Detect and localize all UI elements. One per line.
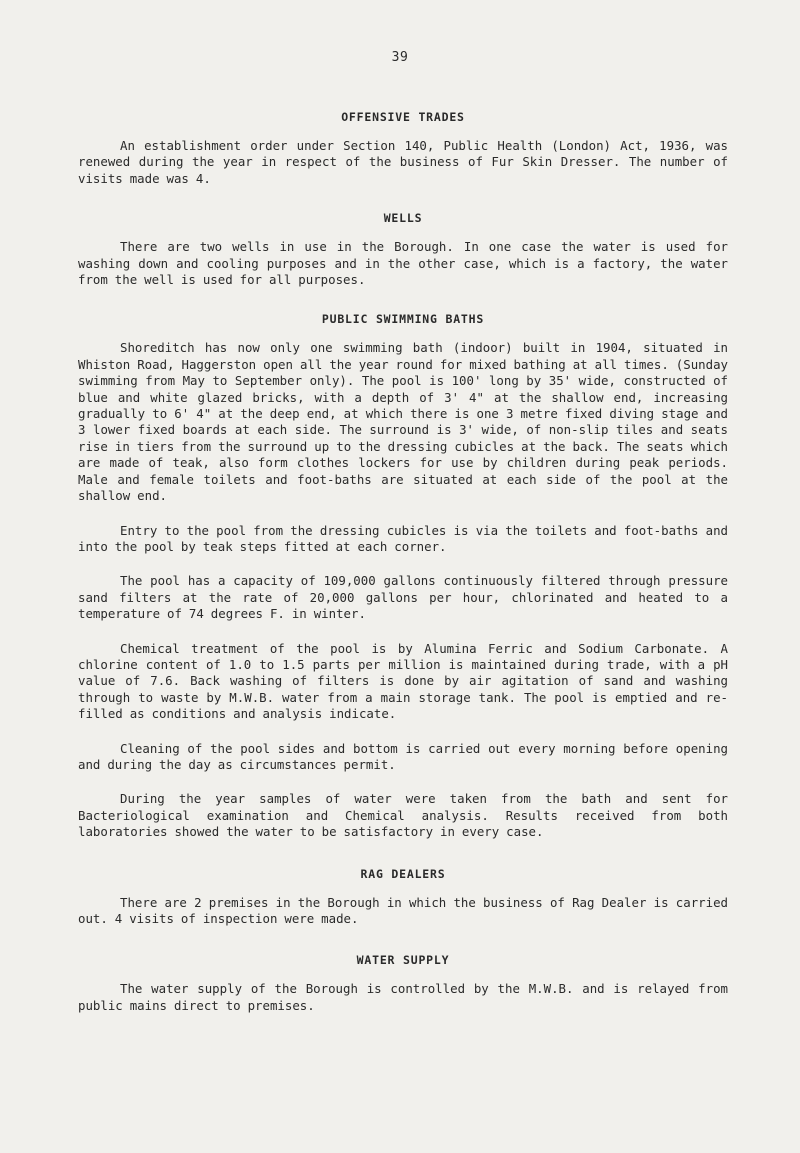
section-heading: PUBLIC SWIMMING BATHS: [321, 312, 485, 327]
paragraph: Cleaning of the pool sides and bottom is carried out every morning before opening and during the day as circumstances permit.: [78, 740, 728, 772]
paragraph: Chemical treatment of the pool is by Alumina Ferric and Sodium Carbonate. A chlorine content of 1.0 to 1.5 parts per million is maintained during trade, with a pH value of 7.6. Back washing of filters is done by air agitation of sand and washing through to waste by M.W.B. water from a main storage tank. The pool is emptied and re-filled as conditions and analysis indicate.: [78, 640, 728, 722]
page-number: 39: [391, 50, 409, 65]
section-rag-dealers: [78, 867, 728, 928]
paragraph: Shoreditch has now only one swimming bath (indoor) built in 1904, situated in Whiston Road, Haggerston open all the year round for mixed bathing at all times. (Sunday swimming from May to September only). The pool is 100' long by 35' wide, constructed of blue and white glazed bricks, with a depth of 3' 4" at the shallow end, increasing gradually to 6' 4" at the deep end, at which there is one 3 metre fixed diving stage and 3 lower fixed boards at each side. The surround is 3' wide, of non-slip tiles and seats rise in tiers from the surround up to the dressing cubicles at the back. The seats which are made of teak, also form clothes lockers for use by children during peak periods. Male and female toilets and foot-baths are situated at each side of the pool at the shallow end.: [78, 340, 728, 504]
paragraph: During the year samples of water were taken from the bath and sent for Bacteriological examination and Chemical analysis. Results received from both laboratories showed the water to be satisfactory in every case.: [78, 791, 728, 840]
paragraph: There are 2 premises in the Borough in which the business of Rag Dealer is carried out. 4 visits of inspection were made.: [78, 894, 728, 926]
paragraph: There are two wells in use in the Borough. In one case the water is used for washing down and cooling purposes and in the other case, which is a factory, the water from the well is used for all purposes.: [78, 239, 728, 288]
section-heading: WELLS: [383, 211, 423, 226]
section-heading: WATER SUPPLY: [356, 953, 450, 968]
section-heading: RAG DEALERS: [360, 866, 446, 881]
document-body: [78, 110, 728, 1036]
section-offensive-trades: [78, 110, 728, 187]
paragraph: The pool has a capacity of 109,000 gallons continuously filtered through pressure sand filters at the rate of 20,000 gallons per hour, chlorinated and heated to a temperature of 74 degrees F. in winter.: [78, 573, 728, 622]
section-wells: [78, 211, 728, 288]
section-water-supply: [78, 953, 728, 1014]
paragraph: The water supply of the Borough is controlled by the M.W.B. and is relayed from public mains direct to premises.: [78, 981, 728, 1013]
section-heading: OFFENSIVE TRADES: [341, 110, 465, 124]
paragraph: Entry to the pool from the dressing cubicles is via the toilets and foot-baths and into the pool by teak steps fitted at each corner.: [78, 522, 728, 554]
section-public-swimming-baths: [78, 312, 728, 840]
paragraph: An establishment order under Section 140, Public Health (London) Act, 1936, was renewed during the year in respect of the business of Fur Skin Dresser. The number of visits made was 4.: [78, 138, 728, 186]
